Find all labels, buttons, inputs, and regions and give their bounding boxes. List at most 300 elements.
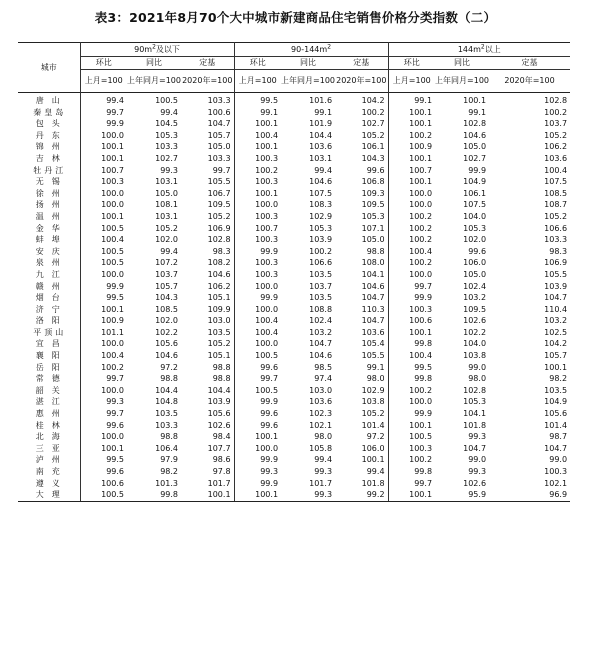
index-value-cell: 100.3	[234, 234, 281, 246]
index-value-cell: 100.3	[80, 176, 127, 188]
sub-header-cell: 定基	[181, 57, 234, 70]
city-name-cell: 安庆	[35, 246, 68, 256]
index-value-cell: 100.1	[234, 431, 281, 443]
index-value-cell: 99.1	[388, 93, 435, 107]
index-value-cell: 102.4	[463, 281, 487, 291]
index-value-cell: 108.2	[207, 258, 231, 268]
table-row	[18, 257, 570, 269]
city-name-cell: 南充	[35, 467, 68, 476]
index-value-cell: 95.9	[435, 489, 489, 501]
index-value-cell: 102.1	[544, 478, 568, 488]
table-row	[18, 466, 570, 478]
index-value-cell: 106.9	[544, 258, 568, 268]
table-row	[18, 199, 570, 211]
index-value-cell: 102.6	[463, 478, 487, 488]
index-value-cell: 101.6	[309, 96, 333, 105]
index-value-cell: 98.0	[366, 374, 385, 384]
index-value-cell: 98.8	[366, 246, 385, 256]
index-value-cell: 107.2	[155, 258, 178, 268]
index-value-cell: 102.2	[463, 327, 487, 337]
table-row	[18, 327, 570, 339]
index-value-cell: 100.3	[234, 176, 281, 188]
index-value-cell: 107.5	[463, 200, 487, 210]
index-value-cell: 105.7	[544, 351, 568, 361]
index-value-cell: 100.2	[388, 130, 435, 142]
index-value-cell: 109.5	[463, 304, 487, 314]
index-value-cell: 100.2	[388, 454, 435, 466]
index-value-cell: 99.9	[234, 292, 281, 304]
group-header-90-144: $90-144m^2$	[234, 43, 388, 57]
index-value-cell: 104.6	[207, 269, 231, 279]
group-header-144-above: $144m^2$以上	[388, 43, 570, 57]
index-value-cell: 99.6	[234, 420, 281, 432]
index-value-cell: 104.3	[361, 153, 385, 163]
base-header-cell: 上年同月=100	[435, 76, 490, 85]
index-value-cell: 105.5	[544, 269, 568, 279]
index-value-cell: 103.6	[544, 153, 568, 163]
index-value-cell: 102.4	[309, 316, 333, 326]
index-value-cell: 98.4	[212, 432, 231, 442]
index-value-cell: 100.0	[80, 188, 127, 200]
index-value-cell: 104.0	[463, 339, 487, 349]
city-name-cell: 济宁	[35, 304, 68, 314]
table-row	[18, 454, 570, 466]
sub-header-cell: 同比	[127, 57, 181, 70]
index-value-cell: 102.8	[463, 119, 487, 129]
index-value-cell: 98.3	[212, 246, 231, 256]
index-value-cell: 99.6	[80, 420, 127, 432]
index-value-cell: 100.1	[463, 96, 487, 105]
index-value-cell: 103.0	[309, 385, 333, 395]
index-value-cell: 101.4	[544, 420, 568, 430]
index-value-cell: 100.0	[234, 443, 281, 455]
index-value-cell: 99.5	[388, 362, 435, 374]
city-name-cell: 洛阳	[35, 316, 68, 326]
index-value-cell: 98.8	[212, 362, 231, 372]
index-value-cell: 99.6	[366, 165, 385, 175]
base-header-cell: 上年同月=100	[127, 76, 181, 85]
city-name-cell: 大理	[18, 489, 80, 501]
index-value-cell: 103.3	[544, 235, 568, 245]
city-name-cell: 扬州	[35, 200, 68, 210]
index-value-cell: 105.2	[361, 130, 385, 140]
index-value-cell: 103.5	[207, 327, 231, 337]
index-value-cell: 100.1	[388, 176, 435, 188]
index-value-cell: 107.1	[361, 223, 385, 233]
index-value-cell: 100.1	[544, 362, 568, 372]
city-name-cell: 吉林	[35, 153, 68, 163]
index-value-cell: 99.7	[80, 373, 127, 385]
base-header-row	[18, 70, 570, 93]
index-value-cell: 104.4	[207, 385, 231, 395]
sub-header-cell: 定基	[489, 57, 570, 70]
index-value-cell: 102.6	[207, 420, 231, 430]
index-value-cell: 98.3	[549, 246, 568, 256]
index-value-cell: 99.3	[80, 396, 127, 408]
index-value-cell: 105.3	[463, 223, 487, 233]
index-value-cell: 99.9	[234, 478, 281, 490]
index-value-cell: 104.4	[155, 385, 178, 395]
city-name-cell: 九江	[35, 269, 68, 279]
index-value-cell: 99.3	[160, 165, 178, 175]
index-value-cell: 100.1	[80, 304, 127, 316]
index-value-cell: 100.3	[234, 211, 281, 223]
index-value-cell: 103.7	[155, 269, 178, 279]
index-value-cell: 100.2	[388, 223, 435, 235]
base-header-cell: 2020年=100	[182, 76, 233, 85]
index-value-cell: 100.0	[234, 338, 281, 350]
index-value-cell: 104.0	[463, 211, 487, 221]
index-value-cell: 106.1	[463, 188, 487, 198]
index-value-cell: 105.6	[207, 409, 231, 419]
index-value-cell: 100.1	[80, 141, 127, 153]
index-value-cell: 100.1	[234, 489, 281, 501]
index-value-cell: 100.5	[234, 350, 281, 362]
table-row	[18, 118, 570, 130]
index-value-cell: 100.5	[234, 385, 281, 397]
table-row	[18, 130, 570, 142]
index-value-cell: 103.8	[361, 397, 385, 407]
index-value-cell: 110.4	[544, 304, 568, 314]
index-value-cell: 102.5	[544, 327, 568, 337]
city-name-cell: 温州	[35, 211, 68, 221]
index-value-cell: 97.2	[160, 362, 178, 372]
table-header	[18, 43, 570, 93]
index-value-cell: 104.7	[544, 443, 568, 453]
index-value-cell: 106.2	[544, 142, 568, 152]
index-value-cell: 102.8	[207, 235, 231, 245]
index-value-cell: 100.1	[80, 153, 127, 165]
table-row	[18, 269, 570, 281]
index-value-cell: 105.2	[361, 409, 385, 419]
index-value-cell: 100.4	[234, 315, 281, 327]
index-value-cell: 105.7	[207, 130, 231, 140]
index-value-cell: 106.6	[309, 258, 333, 268]
index-value-cell: 100.0	[80, 130, 127, 142]
index-value-cell: 98.2	[549, 374, 568, 384]
sub-header-cell: 环比	[80, 57, 127, 70]
index-value-cell: 106.2	[207, 281, 231, 291]
index-value-cell: 106.6	[544, 223, 568, 233]
city-name-cell: 惠州	[35, 409, 68, 419]
city-column-header: 城市	[40, 62, 57, 72]
table-row	[18, 431, 570, 443]
index-value-cell: 105.8	[309, 443, 333, 453]
base-header-cell: 上月=100	[80, 70, 127, 93]
index-value-cell: 104.9	[463, 177, 487, 187]
index-value-cell: 103.5	[544, 385, 568, 395]
index-value-cell: 99.8	[388, 373, 435, 385]
city-name-cell: 三亚	[35, 443, 68, 453]
index-value-cell: 105.2	[155, 223, 178, 233]
index-value-cell: 99.9	[388, 408, 435, 420]
sub-header-cell: 同比	[281, 57, 335, 70]
index-value-cell: 106.4	[155, 443, 178, 453]
index-value-cell: 103.3	[155, 420, 178, 430]
index-value-cell: 100.1	[388, 153, 435, 165]
city-name-cell: 襄阳	[35, 351, 68, 361]
index-value-cell: 102.8	[463, 385, 487, 395]
index-value-cell: 99.3	[234, 466, 281, 478]
index-value-cell: 99.4	[160, 107, 178, 117]
index-value-cell: 104.7	[463, 443, 487, 453]
index-value-cell: 102.9	[361, 385, 385, 395]
index-value-cell: 104.6	[361, 281, 385, 291]
index-value-cell: 105.0	[463, 142, 487, 152]
index-value-cell: 104.7	[361, 316, 385, 326]
table-row	[18, 234, 570, 246]
index-value-cell: 100.5	[155, 96, 178, 105]
index-value-cell: 104.2	[544, 339, 568, 349]
index-value-cell: 105.6	[155, 339, 178, 349]
index-value-cell: 100.5	[80, 246, 127, 258]
base-header-cell: 上月=100	[234, 70, 281, 93]
index-value-cell: 100.2	[361, 107, 385, 117]
base-header-cell: 2020年=100	[336, 76, 387, 85]
index-value-cell: 98.0	[468, 374, 487, 384]
index-value-cell: 107.5	[544, 177, 568, 187]
index-value-cell: 99.9	[388, 292, 435, 304]
index-value-cell: 103.9	[544, 281, 568, 291]
index-value-cell: 108.7	[544, 200, 568, 210]
index-value-cell: 100.0	[234, 199, 281, 211]
table-row	[18, 338, 570, 350]
index-value-cell: 100.1	[388, 107, 435, 119]
index-value-cell: 109.9	[207, 304, 231, 314]
index-value-cell: 100.1	[80, 211, 127, 223]
index-value-cell: 105.2	[544, 211, 568, 221]
sub-header-cell: 环比	[234, 57, 281, 70]
index-value-cell: 98.8	[160, 374, 178, 384]
index-value-cell: 99.9	[80, 281, 127, 293]
index-value-cell: 100.3	[388, 304, 435, 316]
index-value-cell: 102.0	[155, 235, 178, 245]
index-value-cell: 102.2	[155, 327, 178, 337]
index-value-cell: 99.0	[468, 455, 487, 465]
index-value-cell: 104.4	[309, 130, 333, 140]
index-value-cell: 103.2	[544, 316, 568, 326]
table-row	[18, 350, 570, 362]
index-value-cell: 100.9	[80, 315, 127, 327]
index-value-cell: 105.0	[155, 188, 178, 198]
index-value-cell: 102.8	[544, 96, 568, 105]
index-value-cell: 99.1	[366, 362, 385, 372]
index-value-cell: 102.3	[309, 409, 333, 419]
table-row	[18, 385, 570, 397]
index-value-cell: 105.7	[155, 281, 178, 291]
index-value-cell: 104.9	[544, 397, 568, 407]
index-value-cell: 102.1	[309, 420, 333, 430]
index-value-cell: 102.0	[463, 235, 487, 245]
index-value-cell: 99.9	[468, 165, 487, 175]
city-name-cell: 烟台	[35, 293, 68, 303]
index-value-cell: 106.9	[207, 223, 231, 233]
base-header-cell: 2020年=100	[504, 76, 555, 85]
city-name-cell: 宜昌	[35, 339, 68, 349]
index-value-cell: 101.1	[80, 327, 127, 339]
index-value-cell: 102.0	[155, 316, 178, 326]
index-value-cell: 99.7	[234, 373, 281, 385]
index-value-cell: 106.7	[207, 188, 231, 198]
index-value-cell: 109.5	[361, 200, 385, 210]
index-value-cell: 98.6	[212, 455, 231, 465]
index-value-cell: 108.5	[544, 188, 568, 198]
index-value-cell: 99.6	[234, 408, 281, 420]
index-value-cell: 99.2	[335, 489, 388, 501]
index-value-cell: 100.1	[388, 489, 435, 501]
index-value-cell: 99.9	[234, 246, 281, 258]
index-value-cell: 100.2	[80, 362, 127, 374]
index-value-cell: 98.5	[314, 362, 333, 372]
index-value-cell: 100.0	[80, 385, 127, 397]
index-value-cell: 99.4	[314, 165, 333, 175]
index-value-cell: 100.2	[388, 385, 435, 397]
index-value-cell: 100.2	[234, 165, 281, 177]
table-row	[18, 292, 570, 304]
city-name-cell: 唐山	[35, 96, 68, 105]
city-name-cell: 常德	[35, 374, 68, 384]
index-value-cell: 105.2	[207, 339, 231, 349]
index-value-cell: 99.5	[80, 292, 127, 304]
index-value-cell: 100.6	[80, 478, 127, 490]
index-value-cell: 100.0	[234, 304, 281, 316]
index-value-cell: 103.7	[544, 119, 568, 129]
index-value-cell: 100.1	[388, 118, 435, 130]
city-name-cell: 岳阳	[35, 362, 68, 372]
index-value-cell: 99.6	[234, 362, 281, 374]
index-value-cell: 99.8	[127, 489, 181, 501]
index-value-cell: 104.8	[155, 397, 178, 407]
index-value-cell: 100.5	[388, 431, 435, 443]
index-value-cell: 101.3	[155, 478, 178, 488]
table-row	[18, 223, 570, 235]
index-value-cell: 100.4	[234, 327, 281, 339]
index-value-cell: 100.1	[388, 420, 435, 432]
city-name-cell: 徐州	[35, 188, 68, 198]
index-value-cell: 103.8	[463, 351, 487, 361]
sub-header-cell: 环比	[388, 57, 435, 70]
index-value-cell: 104.6	[463, 130, 487, 140]
index-value-cell: 100.6	[388, 315, 435, 327]
table-row	[18, 315, 570, 327]
index-value-cell: 100.3	[234, 153, 281, 165]
index-value-cell: 102.7	[361, 119, 385, 129]
index-value-cell: 99.3	[281, 489, 335, 501]
index-value-cell: 100.6	[207, 107, 231, 117]
index-value-cell: 100.5	[80, 223, 127, 235]
table-title: 表3：2021年8月70个大中城市新建商品住宅销售价格分类指数（二）	[94, 10, 497, 25]
table-row	[18, 443, 570, 455]
index-value-cell: 99.7	[388, 281, 435, 293]
city-name-cell: 湛江	[35, 397, 68, 407]
index-value-cell: 98.2	[160, 467, 178, 476]
index-value-cell: 100.4	[388, 246, 435, 258]
city-name-cell: 遵义	[35, 478, 68, 488]
index-value-cell: 103.2	[463, 293, 487, 303]
index-value-cell: 100.4	[80, 350, 127, 362]
index-value-cell: 104.7	[361, 293, 385, 303]
index-value-cell: 103.1	[309, 153, 333, 163]
index-value-cell: 100.0	[388, 188, 435, 200]
index-value-cell: 100.4	[388, 350, 435, 362]
index-value-cell: 98.0	[314, 432, 333, 442]
index-value-cell: 100.2	[309, 246, 333, 256]
index-value-cell: 101.8	[361, 478, 385, 488]
index-value-cell: 99.7	[80, 408, 127, 420]
index-value-cell: 98.8	[212, 374, 231, 384]
index-value-cell: 97.8	[212, 467, 231, 476]
index-value-cell: 99.8	[388, 338, 435, 350]
table-row	[18, 373, 570, 385]
table-row	[18, 211, 570, 223]
index-value-cell: 105.2	[207, 211, 231, 221]
index-value-cell: 100.1	[234, 188, 281, 200]
index-value-cell: 104.1	[463, 409, 487, 419]
index-value-cell: 104.6	[309, 351, 333, 361]
index-value-cell: 103.5	[155, 409, 178, 419]
city-name-cell: 无锡	[35, 177, 68, 187]
index-value-cell: 100.0	[388, 396, 435, 408]
index-value-cell: 103.1	[155, 211, 178, 221]
index-value-cell: 99.5	[234, 93, 281, 107]
index-value-cell: 103.9	[207, 397, 231, 407]
table-body	[18, 93, 570, 502]
index-value-cell: 99.8	[388, 466, 435, 478]
sub-header-cell: 同比	[435, 57, 489, 70]
index-value-cell: 100.2	[544, 107, 568, 117]
city-name-cell: 泉州	[35, 258, 68, 268]
table-row	[18, 396, 570, 408]
table-row	[18, 165, 570, 177]
index-value-cell: 99.4	[80, 93, 127, 107]
city-name-cell: 赣州	[35, 281, 68, 291]
index-value-cell: 104.7	[207, 119, 231, 129]
index-value-cell: 100.0	[80, 269, 127, 281]
index-value-cell: 103.2	[309, 327, 333, 337]
table-row	[18, 362, 570, 374]
table-row	[18, 188, 570, 200]
index-value-cell: 104.7	[309, 339, 333, 349]
index-value-cell: 97.2	[366, 432, 385, 442]
index-value-cell: 103.5	[309, 269, 333, 279]
index-value-cell: 101.7	[207, 478, 231, 488]
index-value-cell: 100.1	[234, 141, 281, 153]
price-index-table	[18, 42, 570, 502]
index-value-cell: 99.0	[468, 362, 487, 372]
index-value-cell: 105.0	[463, 269, 487, 279]
index-value-cell: 99.6	[80, 466, 127, 478]
index-value-cell: 105.5	[361, 351, 385, 361]
index-value-cell: 99.5	[80, 454, 127, 466]
index-value-cell: 107.7	[207, 443, 231, 453]
index-value-cell: 108.0	[361, 258, 385, 268]
index-value-cell: 99.1	[468, 107, 487, 117]
table-row	[18, 408, 570, 420]
index-value-cell: 99.3	[314, 467, 333, 476]
index-value-cell: 104.3	[155, 293, 178, 303]
index-value-cell: 103.6	[309, 142, 333, 152]
index-value-cell: 100.7	[234, 223, 281, 235]
index-value-cell: 98.8	[160, 432, 178, 442]
group-header-90-below: $90m^2$及以下	[80, 43, 234, 57]
index-value-cell: 99.6	[468, 246, 487, 256]
index-value-cell: 105.1	[207, 293, 231, 303]
index-value-cell: 100.1	[181, 489, 234, 501]
index-value-cell: 103.1	[155, 177, 178, 187]
index-value-cell: 99.9	[234, 396, 281, 408]
index-value-cell: 100.0	[80, 338, 127, 350]
index-value-cell: 105.0	[207, 142, 231, 152]
